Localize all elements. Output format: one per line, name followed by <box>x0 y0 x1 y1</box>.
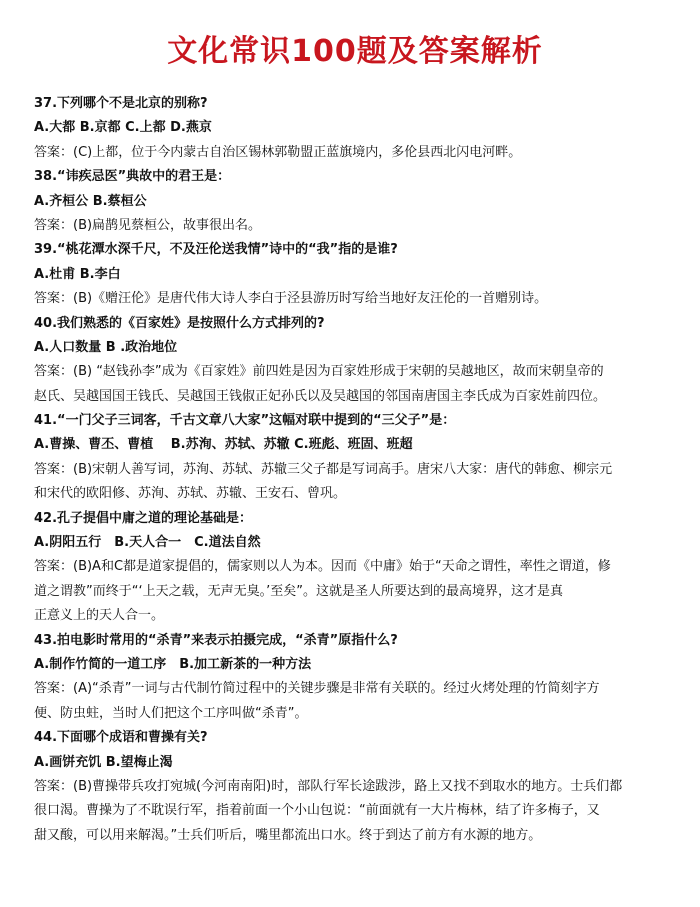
page-title: 文化常识100题及答案解析 <box>167 34 543 69</box>
answer-text: 和宋代的欧阳修、苏洵、苏轼、苏辙、王安石、曾巩。 <box>34 486 347 502</box>
options-text: A.画饼充饥 B.望梅止渴 <box>34 754 173 770</box>
answer-text: 便、防虫蛀，当时人们把这个工序叫做“杀青”。 <box>34 705 308 721</box>
options-text: A.齐桓公 B.蔡桓公 <box>34 193 147 209</box>
question-text: 44.下面哪个成语和曹操有关? <box>34 730 208 746</box>
answer-text: 答案：(A)“杀青”一词与古代制竹简过程中的关键步骤是非常有关联的。经过火烤处理的竹简刻字方 <box>34 681 600 697</box>
question-list <box>34 92 676 848</box>
question-text: 39.“桃花潭水深千尺，不及汪伦送我情”诗中的“我”指的是谁? <box>34 242 398 258</box>
answer-text: 答案：(B)曹操带兵攻打宛城(今河南南阳)时，部队行军长途跋涉，路上又找不到取水的地方。士兵们都 <box>34 778 623 794</box>
answer-text: 赵氏、吴越国国王钱氏、吴越国王钱俶正妃孙氏以及吴越国的邻国南唐国主李氏成为百家姓前四位。 <box>34 388 607 404</box>
question-text: 42.孔子提倡中庸之道的理论基础是： <box>34 510 253 526</box>
options-text: A.人口数量 B .政治地位 <box>34 339 178 355</box>
question-text: 38.“讳疾忌医”典故中的君王是： <box>34 169 231 185</box>
options-text: A.阴阳五行 B.天人合一 C.道法自然 <box>34 535 261 551</box>
question-text: 37.下列哪个不是北京的别称? <box>34 96 208 111</box>
options-text: A.制作竹简的一道工序 B.加工新茶的一种方法 <box>34 656 312 672</box>
options-text: A.曹操、曹丕、曹植 B.苏洵、苏轼、苏辙 C.班彪、班固、班超 <box>34 437 413 453</box>
answer-text: 很口渴。曹操为了不耽误行军，指着前面一个小山包说：“前面就有一大片梅林，结了许多梅子，又 <box>34 803 600 819</box>
question-text: 43.拍电影时常用的“杀青”来表示拍摄完成，“杀青”原指什么? <box>34 632 398 648</box>
answer-text: 答案：(B)宋朝人善写词，苏洵、苏轼、苏辙三父子都是写词高手。唐宋八大家：唐代的韩愈、柳宗元 <box>34 461 613 477</box>
answer-text: 答案：(C)上都，位于今内蒙古自治区锡林郭勒盟正蓝旗境内，多伦县西北闪电河畔。 <box>34 144 522 160</box>
answer-text: 答案：(B)扁鹊见蔡桓公，故事很出名。 <box>34 217 262 233</box>
answer-text: 正意义上的天人合一。 <box>34 608 165 624</box>
answer-text: 道之谓教”而终于“‘上天之载，无声无臭。’至矣”。这就是圣人所要达到的最高境界，这才是真 <box>34 583 563 599</box>
options-text: A.大都 B.京都 C.上都 D.燕京 <box>34 120 212 136</box>
answer-text: 甜又酸，可以用来解渴。”士兵们听后，嘴里都流出口水。终于到达了前方有水源的地方。 <box>34 827 542 843</box>
options-text: A.杜甫 B.李白 <box>34 266 121 282</box>
answer-text: 答案：(B)《赠汪伦》是唐代伟大诗人李白于泾县游历时写给当地好友汪伦的一首赠别诗。 <box>34 291 548 307</box>
question-text: 40.我们熟悉的《百家姓》是按照什么方式排列的? <box>34 315 325 331</box>
answer-text: 答案：(B)A和C都是道家提倡的，儒家则以人为本。因而《中庸》始于“天命之谓性，率性之谓道，修 <box>34 559 611 575</box>
question-text: 41.“一门父子三词客，千古文章八大家”这幅对联中提到的“三父子”是： <box>34 413 456 429</box>
answer-text: 答案：(B) “赵钱孙李”成为《百家姓》前四姓是因为百家姓形成于宋朝的吴越地区，故而宋朝皇帝的 <box>34 364 604 380</box>
